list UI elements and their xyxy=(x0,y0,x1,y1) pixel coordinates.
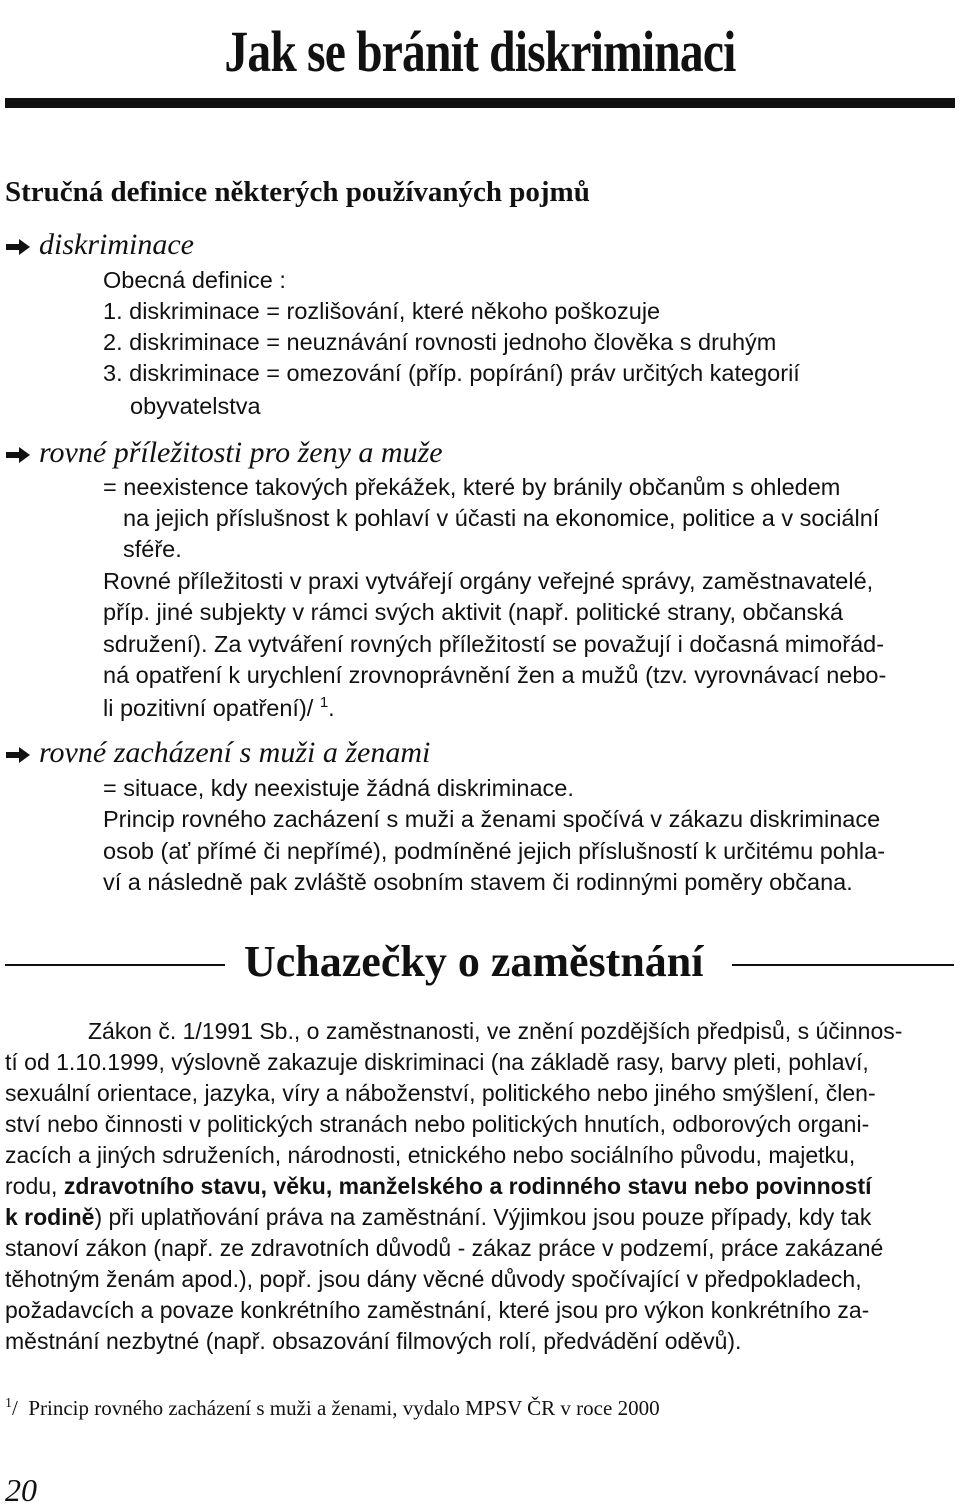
definition-line: = situace, kdy neexistuje žádná diskriminace. xyxy=(103,775,574,801)
definition-line: 3. diskriminace = omezování (příp. popírání) práv určitých kategorií xyxy=(103,360,800,386)
punctuation: . xyxy=(328,694,335,721)
definition-line: Rovné příležitosti v praxi vytvářejí orgány veřejné správy, zaměstnavatelé, xyxy=(103,568,874,594)
footnote xyxy=(5,1396,660,1421)
definition-line: 1. diskriminace = rozlišování, které někoho poškozuje xyxy=(103,298,661,324)
definition-line: sféře. xyxy=(123,536,182,562)
paragraph-text: ) při uplatňování práva na zaměstnání. Výjimkou jsou pouze případy, kdy tak xyxy=(94,1204,872,1230)
paragraph-line: sexuální orientace, jazyka, víry a náboženství, politického nebo jiného smýšlení, člen- xyxy=(5,1080,876,1106)
term-label: diskriminace xyxy=(39,228,194,261)
term-rovne-zachazeni xyxy=(5,736,430,770)
paragraph-bold-text: zdravotního stavu, věku, manželského a rodinného stavu nebo povinností xyxy=(63,1173,872,1199)
pointing-arrow-icon xyxy=(5,436,39,470)
paragraph-line: Zákon č. 1/1991 Sb., o zaměstnanosti, ve znění pozdějších předpisů, s účinnos- xyxy=(88,1018,903,1044)
heading-rule-right xyxy=(732,964,954,966)
heading-rule-left xyxy=(5,964,225,966)
paragraph-line: požadavcích a povaze konkrétního zaměstnání, které jsou pro výkon konkrétního za- xyxy=(5,1297,870,1323)
paragraph-line: tí od 1.10.1999, výslovně zakazuje diskriminaci (na základě rasy, barvy pleti, pohlaví, xyxy=(5,1049,869,1075)
title-rule xyxy=(5,98,955,108)
section-heading-block xyxy=(0,936,960,992)
definition-line: sdružení). Za vytváření rovných příležitostí se považují i dočasná mimořád- xyxy=(103,631,885,657)
paragraph-line: ství nebo činnosti v politických stranách nebo politických hnutích, odborových organi- xyxy=(5,1111,870,1137)
term-label: rovné zacházení s muži a ženami xyxy=(39,736,431,769)
paragraph-line: stanoví zákon (např. ze zdravotních důvodů - zákaz práce v podzemí, práce zakázané xyxy=(5,1235,884,1261)
definition-line: osob (ať přímé či nepřímé), podmíněné jejich příslušností k určitému pohla- xyxy=(103,838,886,864)
footnote-slash: / xyxy=(12,1396,18,1420)
term-rovne-prilezitosti xyxy=(5,436,443,470)
footnote-ref: 1 xyxy=(319,694,329,711)
footnote-text: Princip rovného zacházení s muži a ženami, vydalo MPSV ČR v roce 2000 xyxy=(28,1396,660,1420)
definition-text: li pozitivní opatření)/ xyxy=(103,694,314,721)
definition-line: ná opatření k urychlení zrovnoprávnění žen a mužů (tzv. vyrovnávací nebo- xyxy=(103,662,887,688)
page-number: 20 xyxy=(5,1472,37,1508)
page-title: Jak se bránit diskriminaci xyxy=(224,19,736,84)
paragraph-text: rodu, xyxy=(5,1173,64,1199)
paragraph-line xyxy=(5,1204,871,1231)
definition-line: = neexistence takových překážek, které by bránily občanům s ohledem xyxy=(103,474,841,500)
paragraph-line: těhotným ženám apod.), popř. jsou dány věcné důvody spočívající v předpokladech, xyxy=(5,1266,862,1292)
paragraph-line: městnání nezbytné (např. obsazování filmových rolí, předvádění oděvů). xyxy=(5,1328,742,1354)
definition-line-last xyxy=(103,694,335,722)
definition-line: Obecná definice : xyxy=(103,267,286,293)
term-diskriminace xyxy=(5,228,194,262)
section-heading: Uchazečky o zaměstnání xyxy=(244,937,704,986)
pointing-arrow-icon xyxy=(5,228,39,262)
definition-line: 2. diskriminace = neuznávání rovnosti jednoho člověka s druhým xyxy=(103,329,777,355)
definition-line: Princip rovného zacházení s muži a ženami spočívá v zákazu diskriminace xyxy=(103,806,881,832)
definition-line: příp. jiné subjekty v rámci svých aktivit (např. politické strany, občanská xyxy=(103,599,844,625)
paragraph-bold-text: k rodině xyxy=(5,1204,95,1230)
definitions-heading: Stručná definice některých používaných pojmů xyxy=(5,176,590,208)
footnote-mark: 1 xyxy=(5,1396,12,1411)
pointing-arrow-icon xyxy=(5,736,39,770)
definition-line: ví a následně pak zvláště osobním stavem či rodinnými poměry občana. xyxy=(103,869,853,895)
term-label: rovné příležitosti pro ženy a muže xyxy=(39,436,443,469)
paragraph-line xyxy=(5,1173,872,1200)
definition-line: obyvatelstva xyxy=(130,393,261,419)
paragraph-line: zacích a jiných sdruženích, národnosti, etnického nebo sociálního původu, majetku, xyxy=(5,1142,856,1168)
definition-line: na jejich příslušnost k pohlaví v účasti na ekonomice, politice a v sociální xyxy=(123,505,880,531)
